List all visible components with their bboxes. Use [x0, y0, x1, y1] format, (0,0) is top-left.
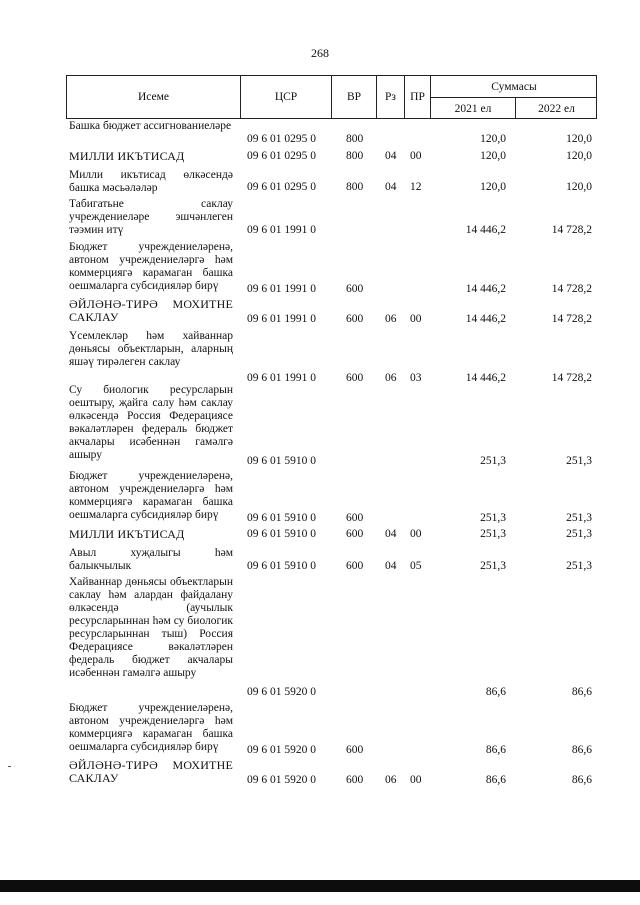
row-vr: 600 [346, 313, 364, 325]
header-pr: ПР [410, 91, 425, 103]
table-header [66, 75, 597, 119]
row-2021: 14 446,2 [465, 224, 506, 236]
row-2021: 251,3 [480, 455, 506, 467]
row-name: Авыл хуҗалыгы һәм балыкчылык [69, 547, 233, 572]
row-rz: 04 [385, 181, 397, 193]
row-csr: 09 6 01 1991 0 [247, 224, 316, 236]
row-2021: 86,6 [485, 774, 506, 786]
row-csr: 09 6 01 0295 0 [247, 181, 316, 193]
row-2022: 86,6 [571, 686, 592, 698]
row-csr: 09 6 01 1991 0 [247, 283, 316, 295]
row-pr: 00 [410, 150, 422, 162]
row-rz: 06 [385, 774, 397, 786]
row-2022: 14 728,2 [551, 283, 592, 295]
row-name: Бюджет учреждениеләренә, автоном учреждениеләргә һәм коммерциягә карамаган башка оешмаларга субсидияләр бирү [69, 241, 233, 292]
scan-border [0, 880, 640, 892]
row-2021: 86,6 [485, 686, 506, 698]
row-2021: 251,3 [480, 528, 506, 540]
row-name: Су биологик ресурсларын оештыру, җайга салу һәм саклау өлкәсендә Россия Федерациясе вәкаләтләрен федераль бюджет акчалары исәбеннән гамәлгә ашыру [69, 384, 233, 461]
row-2022: 14 728,2 [551, 224, 592, 236]
scan-mark [8, 766, 11, 767]
row-2021: 14 446,2 [465, 313, 506, 325]
row-2022: 251,3 [566, 560, 592, 572]
row-csr: 09 6 01 5910 0 [247, 512, 316, 524]
row-2022: 251,3 [566, 512, 592, 524]
row-name: Бюджет учреждениеләренә, автоном учреждениеләргә һәм коммерциягә карамаган башка оешмаларга субсидияләр бирү [69, 702, 233, 753]
row-csr: 09 6 01 5920 0 [247, 686, 316, 698]
header-year-2022: 2022 ел [538, 102, 575, 115]
row-2022: 120,0 [566, 150, 592, 162]
row-name: Милли икътисад өлкәсендә башка мәсьәләләр [69, 169, 233, 194]
row-rz: 04 [385, 560, 397, 572]
row-2022: 120,0 [566, 133, 592, 145]
header-csr: ЦСР [274, 91, 298, 103]
row-name: Бюджет учреждениеләренә, автоном учреждениеләргә һәм коммерциягә карамаган башка оешмаларга субсидияләр бирү [69, 470, 233, 521]
row-vr: 800 [346, 150, 364, 162]
row-pr: 00 [410, 774, 422, 786]
row-vr: 800 [346, 181, 364, 193]
row-vr: 600 [346, 512, 364, 524]
row-2022: 120,0 [566, 181, 592, 193]
row-csr: 09 6 01 5920 0 [247, 744, 316, 756]
row-2021: 251,3 [480, 560, 506, 572]
header-rz: Рз [385, 91, 396, 103]
row-csr: 09 6 01 5910 0 [247, 560, 316, 572]
header-sums: Суммасы [491, 80, 537, 93]
page-number: 268 [311, 46, 329, 60]
row-2021: 86,6 [485, 744, 506, 756]
row-vr: 600 [346, 774, 364, 786]
row-2022: 14 728,2 [551, 372, 592, 384]
row-rz: 04 [385, 528, 397, 540]
row-csr: 09 6 01 5910 0 [247, 455, 316, 467]
row-2022: 86,6 [571, 744, 592, 756]
header-year-2021: 2021 ел [454, 102, 492, 115]
row-2021: 120,0 [480, 181, 506, 193]
row-vr: 600 [346, 744, 364, 756]
row-2021: 251,3 [480, 512, 506, 524]
row-2022: 86,6 [571, 774, 592, 786]
row-vr: 800 [346, 133, 364, 145]
row-2021: 120,0 [480, 150, 506, 162]
row-pr: 05 [410, 560, 422, 572]
row-name: МИЛЛИ ИКЪТИСАД [69, 527, 185, 541]
row-rz: 06 [385, 372, 397, 384]
row-csr: 09 6 01 5920 0 [247, 774, 316, 786]
row-name: МИЛЛИ ИКЪТИСАД [69, 149, 185, 163]
row-2022: 251,3 [566, 455, 592, 467]
row-pr: 03 [410, 372, 422, 384]
header-vr: ВР [346, 91, 362, 103]
row-csr: 09 6 01 1991 0 [247, 372, 316, 384]
row-pr: 00 [410, 313, 422, 325]
row-name: Хайваннар дөньясы объектларын саклау һәм алардан файдалану өлкәсендә (аучылык ресурсларыннан һәм су биологик ресурсларыннан тыш) Россия Федерациясе вәкаләтләрен федераль бюджет акчалары исәбеннән гамәлгә ашыру [69, 576, 233, 679]
row-2021: 14 446,2 [465, 372, 506, 384]
row-csr: 09 6 01 0295 0 [247, 133, 316, 145]
row-csr: 09 6 01 0295 0 [247, 150, 316, 162]
row-2021: 14 446,2 [465, 283, 506, 295]
row-2021: 120,0 [480, 133, 506, 145]
row-csr: 09 6 01 5910 0 [247, 528, 316, 540]
row-csr: 09 6 01 1991 0 [247, 313, 316, 325]
row-vr: 600 [346, 283, 364, 295]
row-pr: 12 [410, 181, 422, 193]
header-name: Исеме [137, 91, 170, 103]
row-vr: 600 [346, 528, 364, 540]
row-name: Үсемлекләр һәм хайваннар дөньясы объектларын, аларның яшәү тирәлеген саклау [69, 330, 233, 368]
row-2022: 251,3 [566, 528, 592, 540]
row-2022: 14 728,2 [551, 313, 592, 325]
row-pr: 00 [410, 528, 422, 540]
row-name: ӘЙЛӘНӘ-ТИРӘ МОХИТНЕ САКЛАУ [69, 758, 233, 785]
row-name: Башка бюджет ассигнованиеләре [69, 120, 232, 132]
row-rz: 04 [385, 150, 397, 162]
row-rz: 06 [385, 313, 397, 325]
row-name: ӘЙЛӘНӘ-ТИРӘ МОХИТНЕ САКЛАУ [69, 297, 233, 324]
row-vr: 600 [346, 372, 364, 384]
row-vr: 600 [346, 560, 364, 572]
row-name: Табигатьне саклау учреждениеләре эшчәнлеген тәэмин итү [69, 198, 233, 236]
